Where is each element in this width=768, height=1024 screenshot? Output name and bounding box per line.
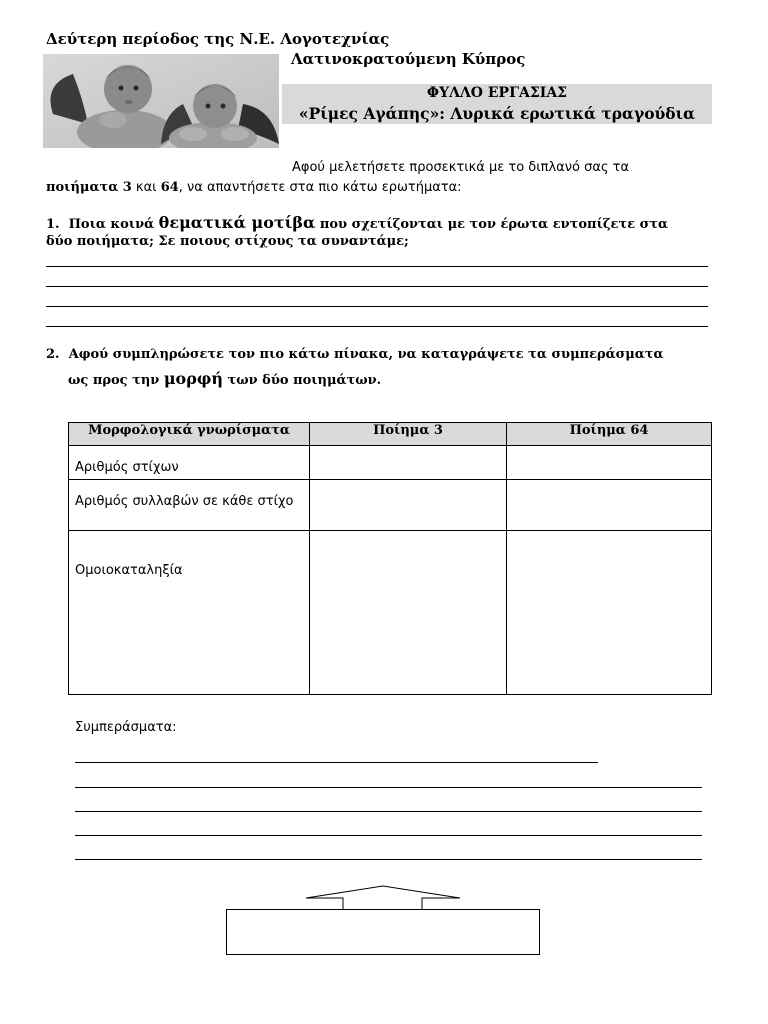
- intro-line-2: [46, 180, 462, 195]
- answer-line[interactable]: [46, 326, 708, 327]
- answer-line[interactable]: [75, 835, 702, 836]
- intro-poem-64: 64: [160, 180, 179, 195]
- question-2-emphasis: μορφή: [163, 369, 223, 388]
- table-cell[interactable]: [507, 531, 712, 695]
- table-header: Μορφολογικά γνωρίσματα: [69, 423, 310, 446]
- question-2-part2: των δύο ποιημάτων.: [222, 373, 382, 388]
- table-header: Ποίημα 3: [310, 423, 507, 446]
- answer-line[interactable]: [75, 811, 702, 812]
- table-header-row: [69, 423, 712, 446]
- table-cell[interactable]: [310, 446, 507, 480]
- conclusions-label: Συμπεράσματα:: [75, 720, 177, 735]
- answer-box: [227, 910, 540, 955]
- worksheet-subtitle: «Ρίμες Αγάπης»: Λυρικά ερωτικά τραγούδια: [298, 104, 696, 123]
- question-2-line-1: [46, 347, 664, 362]
- table-cell[interactable]: [310, 531, 507, 695]
- question-2-line-2: [68, 369, 381, 388]
- question-1-part2: που σχετίζονται με τον έρωτα εντοπίζετε στα: [315, 217, 668, 232]
- answer-line[interactable]: [75, 859, 702, 860]
- table-cell[interactable]: [310, 480, 507, 531]
- cherubs-image: [43, 54, 279, 148]
- question-1-emphasis: θεματικά μοτίβα: [158, 213, 316, 232]
- morphology-table: [68, 422, 712, 695]
- answer-line[interactable]: [75, 787, 702, 788]
- table-row-label: Ομοιοκαταληξία: [69, 531, 310, 695]
- table-cell[interactable]: [507, 446, 712, 480]
- table-row: [69, 480, 712, 531]
- worksheet-title: ΦΥΛΛΟ ΕΡΓΑΣΙΑΣ: [426, 85, 568, 101]
- header-subtitle: Λατινοκρατούμενη Κύπρος: [291, 50, 526, 68]
- arrow-outline: [306, 886, 460, 909]
- question-2-part1: ως προς την: [68, 373, 164, 388]
- table-header: Ποίημα 64: [507, 423, 712, 446]
- table-row-label: Αριθμός στίχων: [69, 446, 310, 480]
- answer-line[interactable]: [46, 306, 708, 307]
- table-row: [69, 446, 712, 480]
- intro-poems: ποιήματα 3: [46, 180, 132, 195]
- question-1-part1: Ποια κοινά: [68, 217, 159, 232]
- answer-line[interactable]: [46, 266, 708, 267]
- question-1-line-2: δύο ποιήματα; Σε ποιους στίχους τα συναντάμε;: [46, 234, 409, 249]
- intro-and: και: [131, 180, 161, 195]
- question-2-text: Αφού συμπληρώσετε τον πιο κάτω πίνακα, να καταγράψετε τα συμπεράσματα: [68, 347, 664, 362]
- worksheet-title-box: [282, 84, 712, 124]
- answer-line[interactable]: [75, 762, 598, 763]
- answer-line[interactable]: [46, 286, 708, 287]
- intro-line-1: Αφού μελετήσετε προσεκτικά με το διπλανό σας τα: [292, 160, 630, 175]
- table-cell[interactable]: [507, 480, 712, 531]
- question-1-number: 1.: [46, 217, 60, 232]
- question-1-line-1: [46, 213, 668, 232]
- question-2-number: 2.: [46, 347, 60, 362]
- arrow-box-diagram: [225, 885, 541, 957]
- header-period: Δεύτερη περίοδος της Ν.Ε. Λογοτεχνίας: [46, 30, 390, 48]
- intro-rest: , να απαντήσετε στα πιο κάτω ερωτήματα:: [178, 180, 462, 195]
- table-row: [69, 531, 712, 695]
- table-row-label: Αριθμός συλλαβών σε κάθε στίχο: [69, 480, 310, 531]
